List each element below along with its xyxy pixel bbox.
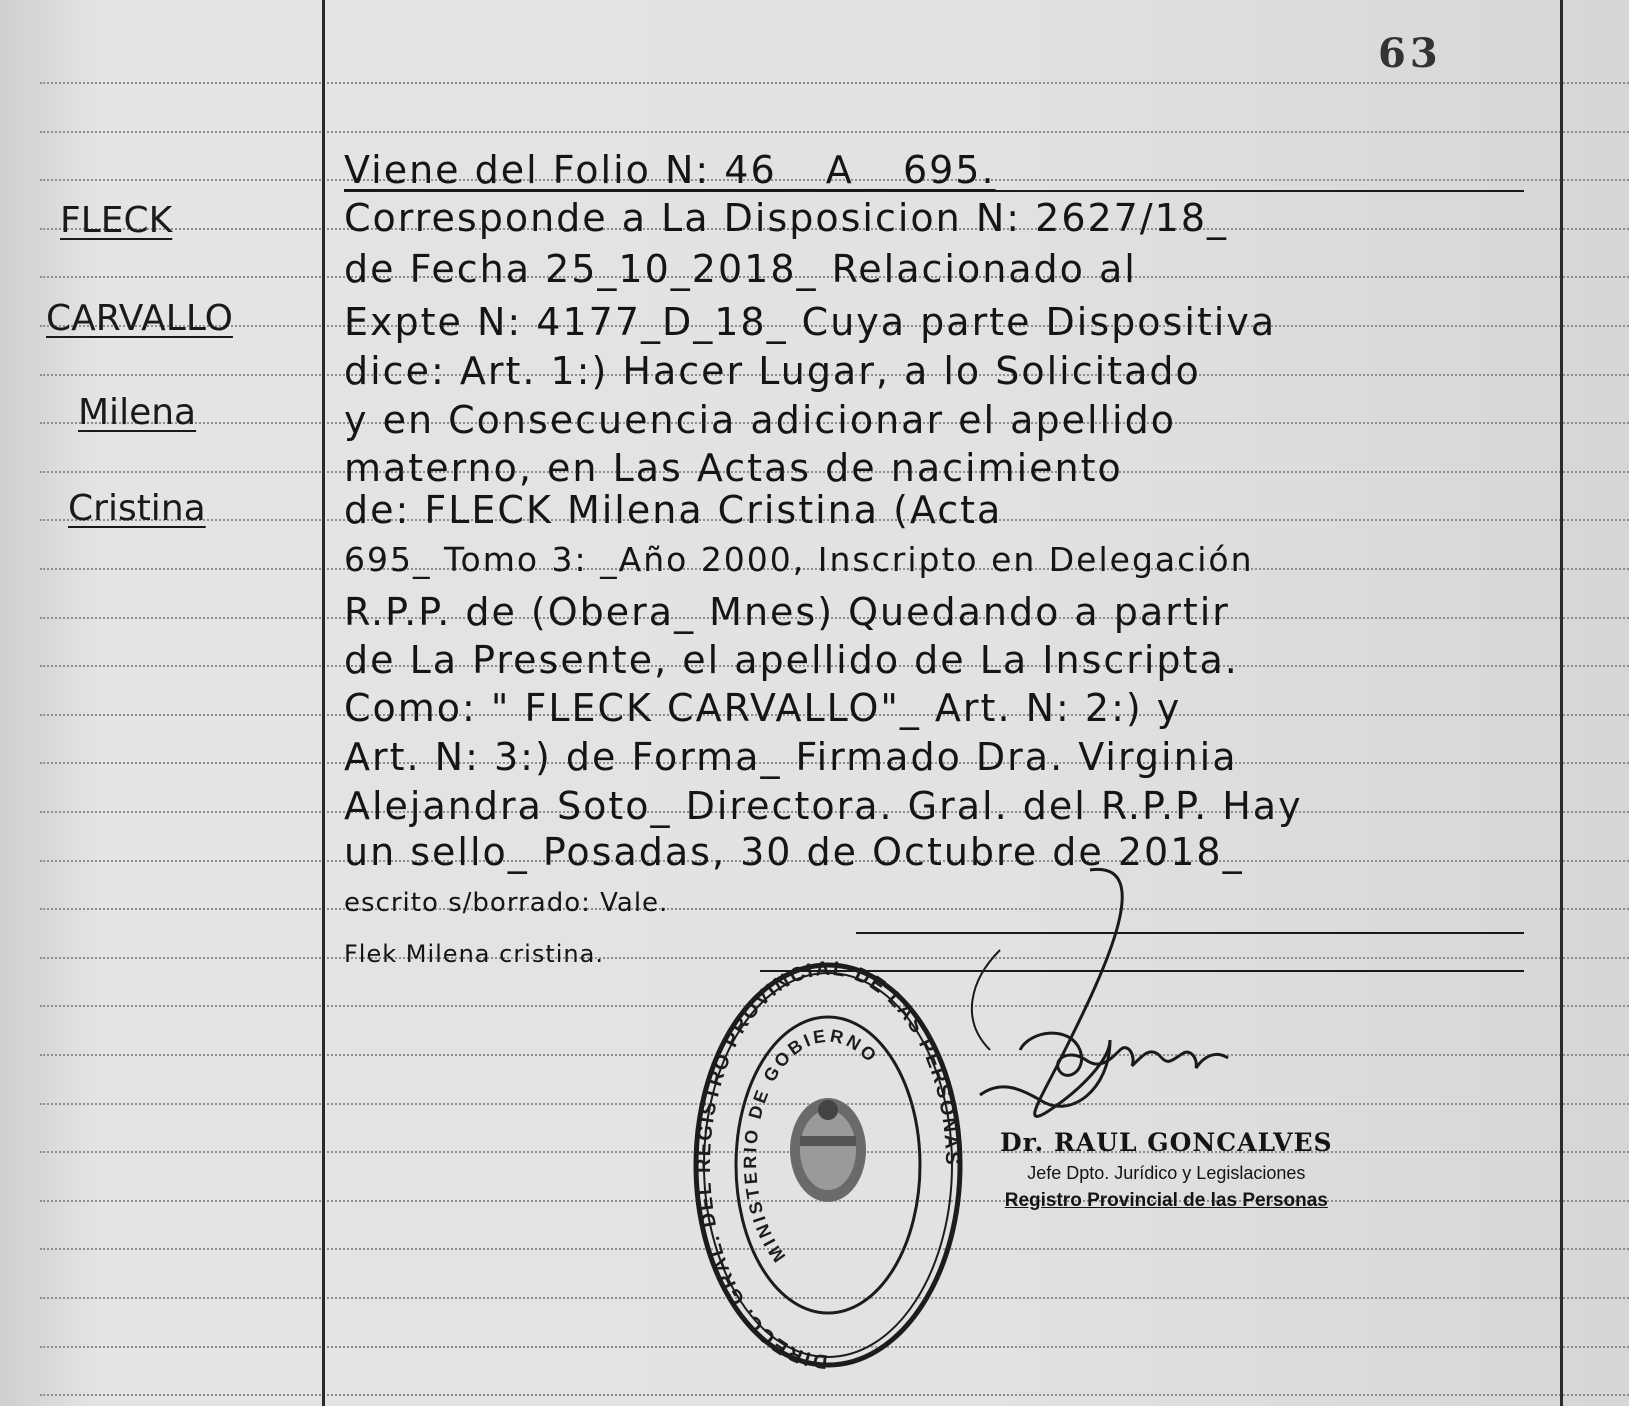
signature-scribble bbox=[960, 860, 1260, 1160]
heading-underline bbox=[344, 190, 1524, 192]
margin-name-given-2: Cristina bbox=[68, 488, 206, 529]
official-seal bbox=[688, 960, 968, 1380]
margin-name-given-1: Milena bbox=[78, 392, 197, 433]
ledger-rule bbox=[40, 1394, 1629, 1396]
seal-inner-text: MINISTERIO DE GOBIERNO bbox=[740, 1025, 883, 1266]
body-line-3: de Fecha 25_10_2018_ Relacionado al bbox=[344, 247, 1137, 291]
body-line-13: Art. N: 3:) de Forma_ Firmado Dra. Virginia bbox=[344, 735, 1238, 779]
body-line-10: R.P.P. de (Obera_ Mnes) Quedando a partir bbox=[344, 590, 1230, 634]
body-line-4: Expte N: 4177_D_18_ Cuya parte Dispositiva bbox=[344, 300, 1277, 344]
ledger-rule bbox=[40, 131, 1629, 133]
body-line-5: dice: Art. 1:) Hacer Lugar, a lo Solicitado bbox=[344, 349, 1201, 393]
signatory-name: Dr. RAUL GONCALVES bbox=[1000, 1128, 1333, 1157]
seal-emblem-icon bbox=[790, 1098, 866, 1202]
ledger-rule bbox=[40, 82, 1629, 84]
signature-stamp bbox=[1000, 1128, 1333, 1212]
margin-name-surname-2: CARVALLO bbox=[46, 298, 233, 339]
body-line-15: un sello_ Posadas, 30 de Octubre de 2018_ bbox=[344, 830, 1244, 874]
seal-outer-text: DIRECC. GRAL. DEL REGISTRO PROVINCIAL DE LAS PERSONAS bbox=[693, 960, 964, 1373]
body-line-12: Como: " FLECK CARVALLO"_ Art. N: 2:) y bbox=[344, 686, 1182, 730]
body-line-11: de La Presente, el apellido de La Inscripta. bbox=[344, 638, 1239, 682]
right-edge-line bbox=[1560, 0, 1563, 1406]
body-line-16: escrito s/borrado: Vale. bbox=[344, 888, 669, 918]
body-line-8: de: FLECK Milena Cristina (Acta bbox=[344, 488, 1003, 532]
ledger-rule bbox=[40, 957, 1629, 959]
body-line-1: Viene del Folio N: 46 _ A _ 695. bbox=[344, 148, 996, 192]
body-line-2: Corresponde a La Disposicion N: 2627/18_ bbox=[344, 196, 1229, 240]
body-line-9: 695_ Tomo 3: _Año 2000, Inscripto en Delegación bbox=[344, 540, 1254, 579]
body-line-14: Alejandra Soto_ Directora. Gral. del R.P.P. Hay bbox=[344, 784, 1303, 828]
ledger-rule bbox=[40, 908, 1629, 910]
body-line-7: materno, en Las Actas de nacimiento bbox=[344, 446, 1123, 490]
signatory-org: Registro Provincial de las Personas bbox=[1004, 1190, 1328, 1211]
margin-column-line bbox=[322, 0, 325, 1406]
signatory-role: Jefe Dpto. Jurídico y Legislaciones bbox=[1027, 1163, 1306, 1183]
body-line-6: y en Consecuencia adicionar el apellido bbox=[344, 398, 1176, 442]
margin-name-surname-1: FLECK bbox=[60, 200, 173, 241]
folio-number: 63 bbox=[1378, 30, 1442, 77]
body-line-17: Flek Milena cristina. bbox=[344, 940, 604, 968]
